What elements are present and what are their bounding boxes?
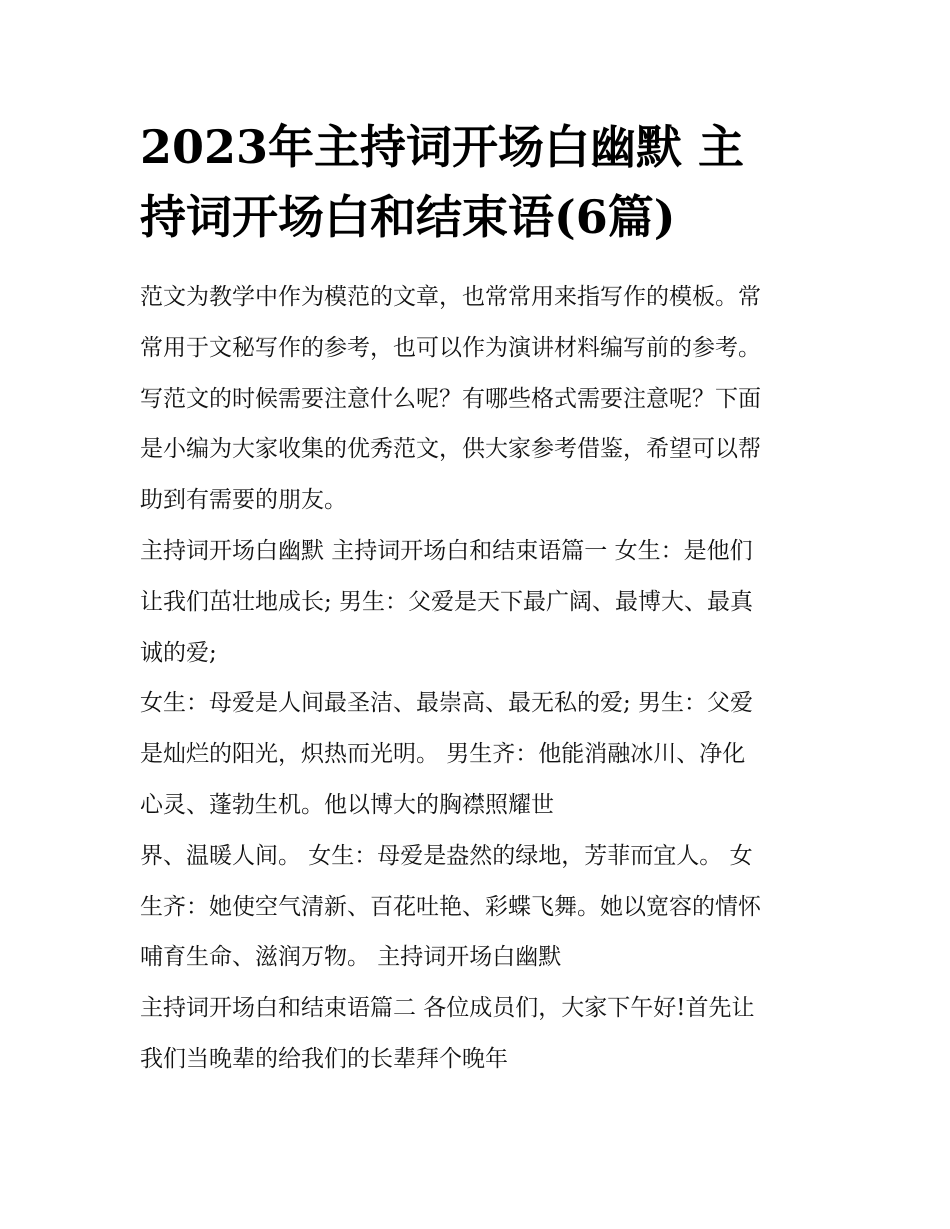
body-line: 是灿烂的阳光，炽热而光明。 男生齐：他能消融冰川、净化 bbox=[140, 741, 746, 768]
body-line: 哺育生命、滋润万物。 主持词开场白幽默 bbox=[140, 944, 562, 971]
body-line: 范文为教学中作为模范的文章，也常常用来指写作的模板。常 bbox=[140, 284, 761, 310]
body-line: 界、温暖人间。 女生：母爱是盎然的绿地，芳菲而宜人。 女 bbox=[140, 842, 753, 869]
body-line: 主持词开场白幽默 主持词开场白和结束语篇一 女生：是他们 bbox=[140, 537, 753, 564]
body-line: 女生：母爱是人间最圣洁、最崇高、最无私的爱; 男生：父爱 bbox=[140, 690, 754, 717]
body-line: 常用于文秘写作的参考，也可以作为演讲材料编写前的参考。 bbox=[140, 334, 761, 361]
body-line: 让我们茁壮地成长; 男生：父爱是天下最广阔、最博大、最真 bbox=[140, 588, 754, 615]
body-line: 是小编为大家收集的优秀范文，供大家参考借鉴，希望可以帮 bbox=[140, 436, 761, 463]
body-line: 生齐：她使空气清新、百花吐艳、彩蝶飞舞。她以宽容的情怀 bbox=[140, 893, 761, 920]
document-body bbox=[140, 272, 830, 1085]
body-line: 写范文的时候需要注意什么呢？有哪些格式需要注意呢？下面 bbox=[140, 385, 761, 412]
body-line: 助到有需要的朋友。 bbox=[140, 487, 347, 514]
title-line: 持词开场白和结束语(6篇) bbox=[140, 190, 676, 244]
title-line: 2023年主持词开场白幽默 主 bbox=[140, 120, 745, 174]
body-line: 诚的爱; bbox=[140, 639, 217, 666]
body-line: 主持词开场白和结束语篇二 各位成员们，大家下午好!首先让 bbox=[140, 995, 755, 1022]
body-line: 我们当晚辈的给我们的长辈拜个晚年 bbox=[140, 1045, 508, 1072]
body-line: 心灵、蓬勃生机。他以博大的胸襟照耀世 bbox=[140, 791, 554, 818]
page-title bbox=[140, 112, 820, 252]
